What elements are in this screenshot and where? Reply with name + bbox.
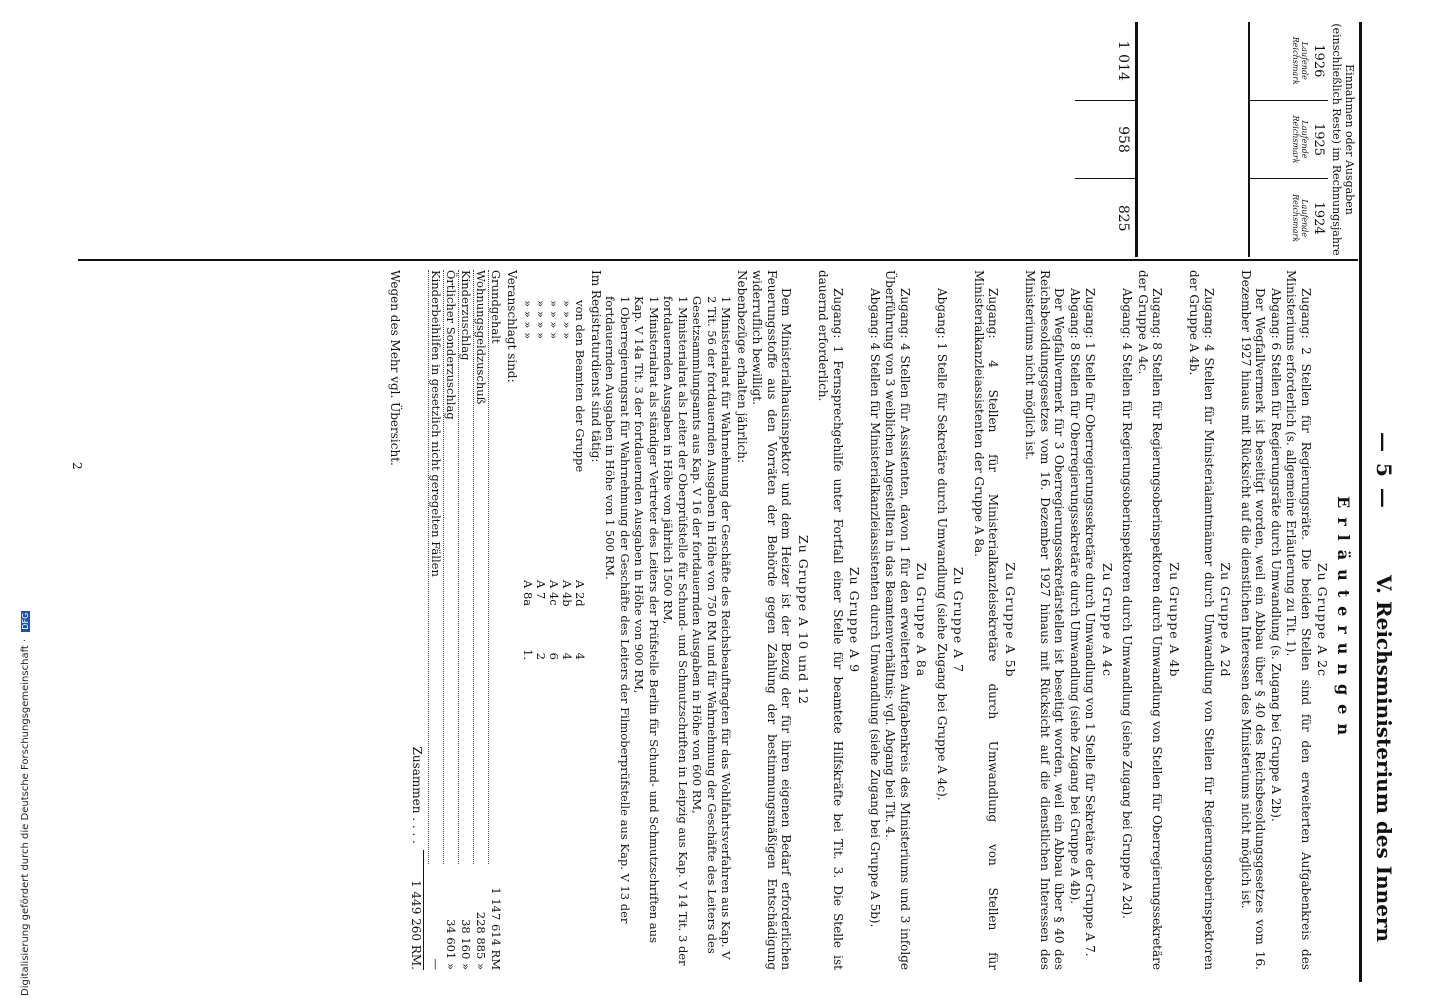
paragraph: Zugang: 1 Fernsprechgehilfe unter Fortfall einer Stelle für beamtete Hilfskräfte bei Tit. 3. Die Stelle ist dauernd erforderlich. [816, 270, 845, 970]
paragraph: Der Wegfallvermerk für 3 Oberregierungssekretärstellen ist beseitigt worden, weil ein Abbau über § 40 des Reichsbesoldungsgesetzes vom 16. Dezember 1927 hinaus mit Rücksicht auf die dienstlichen Interessen des Ministeriums nicht möglich ist. [1023, 270, 1067, 970]
group-heading: Zu Gruppe A 4c [1100, 562, 1115, 678]
list-item: Örtlicher Sonderzuschlag 34 601 » [444, 270, 458, 970]
group-heading: Zu Gruppe A 9 [847, 566, 863, 674]
paragraph: Der Wegfallvermerk ist beseitigt worden, weil ein Abbau über § 40 des Reichsbesoldungsgesetzes vom 16. Dezember 1927 hinaus mit Rücksicht auf die dienstlichen Interessen des Ministeriums nicht möglich ist. [1239, 270, 1268, 970]
column-separator [78, 259, 1358, 261]
paragraph: Zugang: 2 Stellen für Regierungsräte. Die beiden Stellen sind für den erweiterten Aufgabenkreis des Ministeriums erforderlich (s. allgemeine Erläuterung zu Tit. 1). [1284, 270, 1313, 970]
budget-list [428, 270, 503, 970]
table-row: » » » » A 4b 4 [560, 300, 575, 660]
paragraph: Im Registraturdienst sind tätig: [589, 270, 603, 463]
paragraph: Nebenbezüge erhalten jährlich: [735, 270, 749, 464]
paragraph: Dem Ministerialhausinspektor und dem Heizer ist der Bezug der für ihren eigenen Bedarf erforderlichen Feuerungsstoffe aus den Vorräten der Behörde gegen Zahlung der bestimmungsmäßigen Entschädigung widerruflich bewilligt. [750, 270, 794, 970]
amounts-header [1248, 22, 1358, 257]
paragraph: Zugang: 8 Stellen für Regierungsoberinspektoren durch Umwandlung von Stellen für Oberregierungssekretäre der Gruppe A 4c. [1136, 270, 1165, 970]
year-1925: 1925 Laufende Reichsmark [1250, 100, 1328, 179]
explanations [376, 270, 1353, 970]
footer-page-number: 2 [70, 462, 84, 470]
allowance-item: 1 Ministerialrat als ständiger Vertreter des Leiters der Prüfstelle Berlin für Schund- und Schmutzschriften aus Kap. V 14a Tit. 3 der fortdauernden Ausgaben in Höhe von 900 RM, [632, 296, 661, 943]
list-item: Kinderzuschlag 38 160 » [459, 270, 473, 970]
amounts-caption: Einnahmen oder Ausgaben (einschließlich Reste) im Rechnungsjahre [1330, 23, 1356, 256]
table-row: » » » » A 7 2 [534, 300, 549, 660]
header-rule [1359, 22, 1362, 982]
amounts-values [1075, 22, 1138, 257]
value-1925: 958 [1075, 100, 1135, 179]
digitization-text: Digitalisierung gefördert durch die Deutsche Forschungsgemeinschaft [20, 645, 31, 996]
group-heading: Zu Gruppe A 8a [914, 562, 930, 678]
allowance-item: 1 Oberregierungsrat für Wahrnehmung der Geschäfte des Leiters der Filmoberprüfstelle aus Kap. V 13 der fortdauernden Ausgaben in Höhe von 1 500 RM. [603, 296, 632, 924]
paragraph: Zugang: 4 Stellen für Assistenten, davon 1 für den erweiterten Aufgabenkreis des Ministeriums und 3 infolge Überführung von 3 weiblichen Angestellten in das Beamtenverhältnis; vgl. Abgang bei Tit. 4. [883, 270, 912, 970]
group-heading: Zu Gruppe A 10 und 12 [796, 535, 811, 705]
total-amount: 1 449 260 RM. [409, 850, 425, 970]
registry-staff-table [522, 300, 587, 970]
rotated-content [70, 22, 1400, 982]
paragraph: Abgang: 4 Stellen für Ministerialkanzleiassistenten durch Umwandlung (siehe Zugang bei Gruppe A 5b). [868, 288, 882, 928]
page-header [1360, 22, 1400, 982]
closing-note: Wegen des Mehr vgl. Übersicht. [388, 270, 403, 466]
list-item: Wohnungsgeldzuschuß 228 885 » [474, 270, 488, 970]
group-heading: Zu Gruppe A 2c [1315, 562, 1331, 678]
paragraph: Abgang: 8 Stellen für Oberregierungssekretäre durch Umwandlung (siehe Zugang bei Gruppe A 4b). [1068, 288, 1082, 905]
page-number: — 5 — [1372, 432, 1396, 510]
group-heading: Zu Gruppe A 4b [1167, 562, 1182, 678]
paragraph: Veranschlagt sind: [505, 270, 520, 383]
table-row: von den Beamten der Gruppe A 2d 4 [573, 300, 588, 660]
section-title: Erläuterungen [1334, 496, 1353, 744]
paragraph: Zugang: 4 Stellen für Ministerialamtmänner durch Umwandlung von Stellen für Regierungsoberinspektoren der Gruppe A 4b. [1187, 270, 1216, 970]
group-heading: Zu Gruppe A 2d [1218, 562, 1234, 678]
paragraph: Abgang: 1 Stelle für Sekretäre durch Umwandlung (siehe Zugang bei Gruppe A 4c). [935, 288, 949, 801]
digitization-note: Digitalisierung gefördert durch die Deutsche Forschungsgemeinschaft · DFG [20, 612, 31, 996]
dfg-logo: DFG [21, 612, 30, 630]
year-1924: 1924 Laufende Reichsmark [1250, 178, 1328, 257]
paragraph: Abgang: 6 Stellen für Regierungsräte durch Umwandlung (s. Zugang bei Gruppe A 2b). [1269, 288, 1283, 822]
group-heading: Zu Gruppe A 7 [951, 566, 967, 674]
paragraph: Abgang: 4 Stellen für Regierungsoberinspektoren durch Umwandlung (siehe Zugang bei Gruppe A 2d). [1120, 288, 1135, 919]
list-item: Grundgehalt 1 147 614 RM [489, 270, 503, 970]
table-row: » » » » A 8a 1. [521, 300, 536, 660]
table-row: » » » » A 4c 6 [547, 300, 562, 660]
paragraph: Zugang: 4 Stellen für Ministerialkanzleisekretäre durch Umwandlung von Stellen für Ministerialkanzleiassistenten der Gruppe A 8a. [972, 270, 1001, 970]
chapter-title: V. Reichsministerium des Innern [1372, 575, 1396, 942]
total-label: Zusammen . . . . [410, 746, 424, 844]
year-1926: 1926 Laufende Reichsmark [1291, 36, 1326, 85]
list-item: Kinderbeihilfen in gesetzlich nicht geregelten Fällen — [429, 270, 443, 970]
allowance-item: 1 Ministerialrat als Leiter der Oberprüfstelle für Schund- und Schmutzschriften in Leipzig aus Kap. V 14 Tit. 3 der fortdauernden Ausgaben in Höhe von jährlich 1500 RM, [661, 296, 690, 966]
value-1926: 1 014 [1115, 40, 1131, 81]
value-1924: 825 [1075, 178, 1135, 257]
allowance-item: 1 Ministerialrat für Wahrnehmung der Geschäfte des Reichsbeauftragten für das Wohlfahrtsverfahren aus Kap. V 2 Tit. 56 der fortdauernden Ausgaben in Höhe von 750 RM und für Wahrnehmung der Geschäfte des Leiters des Gesetzsammlungsamts aus Kap. V 16 der fortdauernden Ausgaben in Höhe von 600 RM, [690, 296, 734, 960]
group-heading: Zu Gruppe A 5b [1003, 562, 1018, 678]
paragraph: Zugang: 1 Stelle für Oberregierungssekretäre durch Umwandlung von 1 Stelle für Sekretäre der Gruppe A 7. [1083, 288, 1098, 957]
total-row [409, 270, 425, 970]
amounts-column [78, 22, 1358, 257]
